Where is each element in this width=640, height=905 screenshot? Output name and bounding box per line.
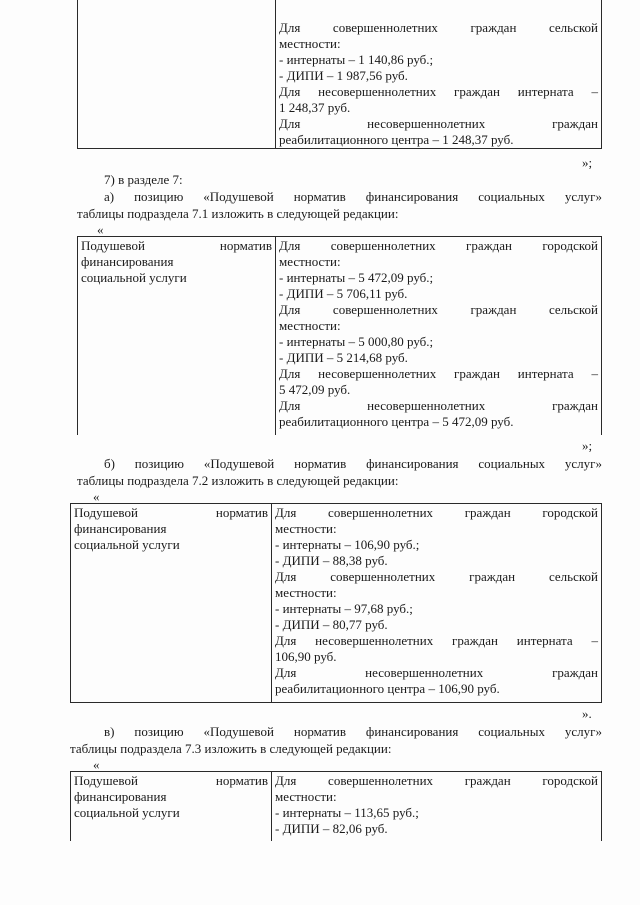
opening-quote: « xyxy=(93,757,100,772)
cell-lines xyxy=(279,238,598,430)
cell-line: Для совершеннолетних граждан городской xyxy=(275,773,598,788)
cell-line: финансирования xyxy=(74,521,167,536)
cell-line: реабилитационного центра – 1 248,37 руб. xyxy=(279,132,514,147)
cell-lines xyxy=(275,505,598,697)
cell-line: - интернаты – 97,68 руб.; xyxy=(275,601,413,616)
table-cell-left xyxy=(71,504,272,703)
cell-line: - ДИПИ – 82,06 руб. xyxy=(275,821,388,836)
item-c-line-2: таблицы подраздела 7.3 изложить в следующей редакции: xyxy=(70,741,392,756)
cell-line: Для несовершеннолетних граждан xyxy=(279,116,598,131)
cell-line: финансирования xyxy=(74,789,167,804)
cell-line: - интернаты – 106,90 руб.; xyxy=(275,537,420,552)
section-intro: 7) в разделе 7: xyxy=(104,172,183,187)
closing-quote: ». xyxy=(582,706,592,721)
cell-lines xyxy=(275,773,598,837)
table-7-3 xyxy=(70,771,602,841)
cell-line: Для несовершеннолетних граждан xyxy=(275,665,598,680)
cell-lines xyxy=(74,773,268,821)
cell-line: - интернаты – 1 140,86 руб.; xyxy=(279,52,434,67)
cell-line: Для несовершеннолетних граждан интерната – xyxy=(275,633,598,648)
item-b-line-1: б) позицию «Подушевой норматив финансирования социальных услуг» xyxy=(104,456,602,471)
cell-lines xyxy=(81,238,272,286)
cell-line: местности: xyxy=(275,585,337,600)
table-cell-left xyxy=(78,0,276,149)
table-cell-left xyxy=(78,237,276,436)
cell-line: Подушевой норматив xyxy=(74,505,268,520)
table-cell-left xyxy=(71,772,272,842)
cell-line: Подушевой норматив xyxy=(74,773,268,788)
cell-line: местности: xyxy=(279,318,341,333)
cell-line: местности: xyxy=(275,521,337,536)
cell-line: - ДИПИ – 88,38 руб. xyxy=(275,553,388,568)
cell-line: местности: xyxy=(279,254,341,269)
closing-quote: »; xyxy=(582,438,593,453)
opening-quote: « xyxy=(93,489,100,504)
item-a-line-1: а) позицию «Подушевой норматив финансирования социальных услуг» xyxy=(104,189,602,204)
cell-line: - ДИПИ – 5 214,68 руб. xyxy=(279,350,408,365)
cell-line: 1 248,37 руб. xyxy=(279,100,351,115)
cell-line: Для совершеннолетних граждан городской xyxy=(275,505,598,520)
cell-line: 5 472,09 руб. xyxy=(279,382,351,397)
item-a-line-2: таблицы подраздела 7.1 изложить в следующей редакции: xyxy=(77,206,399,221)
cell-line: местности: xyxy=(275,789,337,804)
cell-line: социальной услуги xyxy=(81,270,187,285)
table-continuation xyxy=(77,0,602,149)
item-b-line-2: таблицы подраздела 7.2 изложить в следующей редакции: xyxy=(77,473,399,488)
cell-line: - интернаты – 5 000,80 руб.; xyxy=(279,334,434,349)
cell-line: - ДИПИ – 5 706,11 руб. xyxy=(279,286,408,301)
cell-line: Для совершеннолетних граждан сельской xyxy=(279,20,598,35)
item-c-line-1: в) позицию «Подушевой норматив финансирования социальных услуг» xyxy=(104,724,602,739)
cell-line: реабилитационного центра – 106,90 руб. xyxy=(275,681,500,696)
cell-line: - ДИПИ – 80,77 руб. xyxy=(275,617,388,632)
cell-line: 106,90 руб. xyxy=(275,649,337,664)
cell-line: Для несовершеннолетних граждан интерната – xyxy=(279,84,598,99)
table-cell-right xyxy=(276,0,602,149)
closing-quote: »; xyxy=(582,155,593,170)
table-7-2 xyxy=(70,503,602,703)
cell-line: Для совершеннолетних граждан сельской xyxy=(275,569,598,584)
opening-quote: « xyxy=(97,222,104,237)
cell-line: Для несовершеннолетних граждан интерната – xyxy=(279,366,598,381)
table-7-1 xyxy=(77,236,602,435)
cell-line: Для несовершеннолетних граждан xyxy=(279,398,598,413)
cell-line: местности: xyxy=(279,36,341,51)
cell-line: Для совершеннолетних граждан городской xyxy=(279,238,598,253)
cell-lines xyxy=(74,505,268,553)
table-cell-right xyxy=(272,772,602,842)
cell-line: реабилитационного центра – 5 472,09 руб. xyxy=(279,414,514,429)
cell-line: - ДИПИ – 1 987,56 руб. xyxy=(279,68,408,83)
cell-line: - интернаты – 5 472,09 руб.; xyxy=(279,270,434,285)
cell-line: Для совершеннолетних граждан сельской xyxy=(279,302,598,317)
cell-line: социальной услуги xyxy=(74,537,180,552)
cell-line: - интернаты – 113,65 руб.; xyxy=(275,805,419,820)
cell-line: Подушевой норматив xyxy=(81,238,272,253)
table-cell-right xyxy=(276,237,602,436)
cell-line: финансирования xyxy=(81,254,174,269)
table-cell-right xyxy=(272,504,602,703)
cell-line: социальной услуги xyxy=(74,805,180,820)
cell-lines xyxy=(279,20,598,148)
